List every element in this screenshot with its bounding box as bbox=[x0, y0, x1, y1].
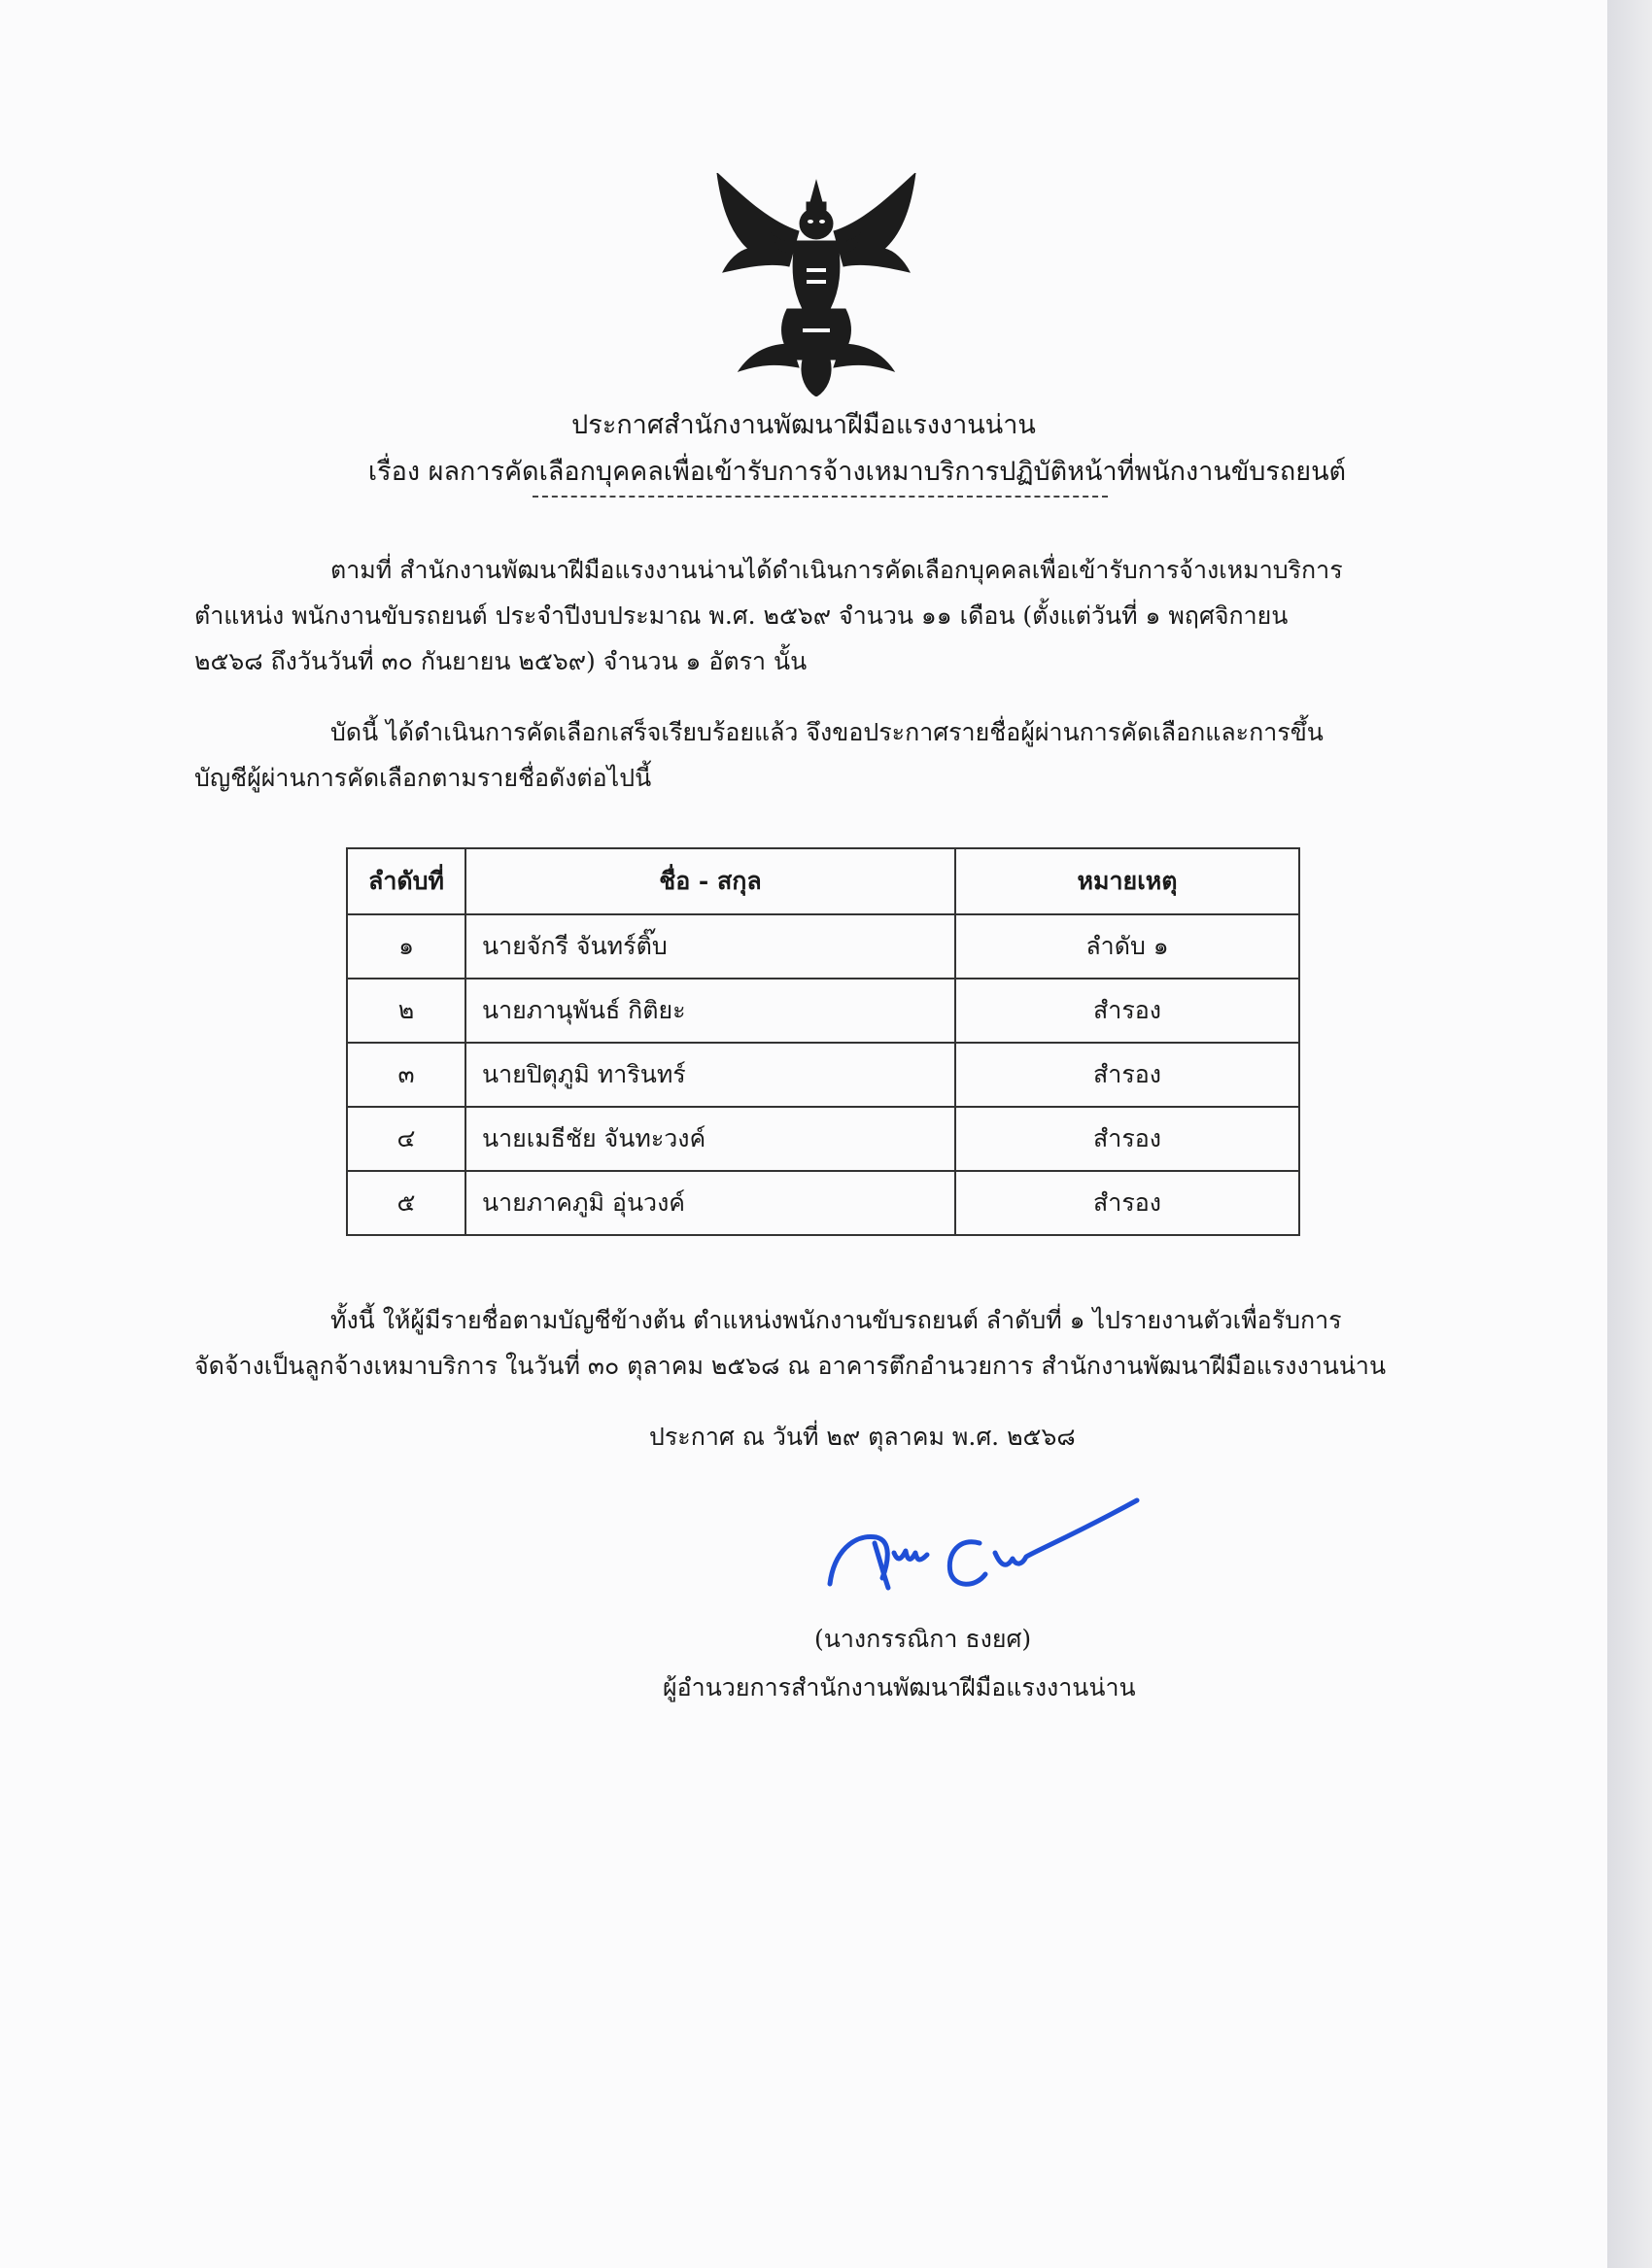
row-name: นายเมธีชัย จันทะวงค์ bbox=[465, 1107, 955, 1171]
signer-name: (นางกรรณิกา ธงยศ) bbox=[814, 1625, 1032, 1653]
signer-title: ผู้อำนวยการสำนักงานพัฒนาฝีมือแรงงานน่าน bbox=[663, 1673, 1136, 1701]
announcement-subject: เรื่อง ผลการคัดเลือกบุคคลเพื่อเข้ารับการจ้างเหมาบริการปฏิบัติหน้าที่พนักงานขับรถยนต์ bbox=[367, 457, 1347, 487]
result-line-2: บัญชีผู้ผ่านการคัดเลือกตามรายชื่อดังต่อไปนี้ bbox=[194, 764, 652, 792]
row-no: ๑ bbox=[347, 914, 465, 979]
result-line-1: บัดนี้ ได้ดำเนินการคัดเลือกเสร็จเรียบร้อยแล้ว จึงขอประกาศรายชื่อผู้ผ่านการคัดเลือกและการขึ้น bbox=[330, 718, 1324, 746]
row-name: นายภาคภูมิ อุ่นวงค์ bbox=[465, 1171, 955, 1235]
table-row bbox=[347, 1171, 1299, 1235]
table-row bbox=[347, 979, 1299, 1043]
row-note: ลำดับ ๑ bbox=[955, 914, 1299, 979]
header-name: ชื่อ - สกุล bbox=[465, 848, 955, 914]
row-name: นายปิตุภูมิ ทารินทร์ bbox=[465, 1043, 955, 1107]
row-no: ๕ bbox=[347, 1171, 465, 1235]
result-paragraph bbox=[194, 709, 1458, 801]
page-edge-shadow bbox=[1607, 0, 1652, 2268]
header-no: ลำดับที่ bbox=[347, 848, 465, 914]
table-header-row bbox=[347, 848, 1299, 914]
row-name: นายภานุพันธ์ กิติยะ bbox=[465, 979, 955, 1043]
row-note: สำรอง bbox=[955, 1107, 1299, 1171]
row-note: สำรอง bbox=[955, 1043, 1299, 1107]
handwritten-signature bbox=[824, 1495, 1154, 1601]
header-divider bbox=[533, 496, 1108, 498]
selection-table bbox=[346, 847, 1300, 1236]
row-name: นายจักรี จันทร์ติ๊บ bbox=[465, 914, 955, 979]
row-no: ๓ bbox=[347, 1043, 465, 1107]
garuda-emblem-icon bbox=[709, 173, 923, 396]
row-note: สำรอง bbox=[955, 979, 1299, 1043]
row-no: ๒ bbox=[347, 979, 465, 1043]
instruction-line-2: จัดจ้างเป็นลูกจ้างเหมาบริการ ในวันที่ ๓๐ ตุลาคม ๒๕๖๘ ณ อาคารตึกอำนวยการ สำนักงานพัฒนาฝีมือแรงงานน่าน bbox=[194, 1352, 1387, 1380]
intro-line-1: ตามที่ สำนักงานพัฒนาฝีมือแรงงานน่านได้ดำเนินการคัดเลือกบุคคลเพื่อเข้ารับการจ้างเหมาบริการ bbox=[330, 556, 1343, 584]
announcement-date: ประกาศ ณ วันที่ ๒๙ ตุลาคม พ.ศ. ๒๕๖๘ bbox=[649, 1423, 1076, 1451]
announcement-title: ประกาศสำนักงานพัฒนาฝีมือแรงงานน่าน bbox=[571, 410, 1036, 440]
table-row bbox=[347, 914, 1299, 979]
intro-paragraph bbox=[194, 547, 1458, 684]
instruction-line-1: ทั้งนี้ ให้ผู้มีรายชื่อตามบัญชีข้างต้น ตำแหน่งพนักงานขับรถยนต์ ลำดับที่ ๑ ไปรายงานตัวเพื่อรับการ bbox=[330, 1306, 1342, 1334]
row-note: สำรอง bbox=[955, 1171, 1299, 1235]
header-note: หมายเหตุ bbox=[955, 848, 1299, 914]
row-no: ๔ bbox=[347, 1107, 465, 1171]
intro-line-3: ๒๕๖๘ ถึงวันวันที่ ๓๐ กันยายน ๒๕๖๙) จำนวน ๑ อัตรา นั้น bbox=[194, 647, 808, 675]
intro-line-2: ตำแหน่ง พนักงานขับรถยนต์ ประจำปีงบประมาณ พ.ศ. ๒๕๖๙ จำนวน ๑๑ เดือน (ตั้งแต่วันที่ ๑ พฤศจิกายน bbox=[194, 601, 1289, 630]
table-row bbox=[347, 1107, 1299, 1171]
table-row bbox=[347, 1043, 1299, 1107]
instruction-paragraph bbox=[194, 1297, 1458, 1389]
